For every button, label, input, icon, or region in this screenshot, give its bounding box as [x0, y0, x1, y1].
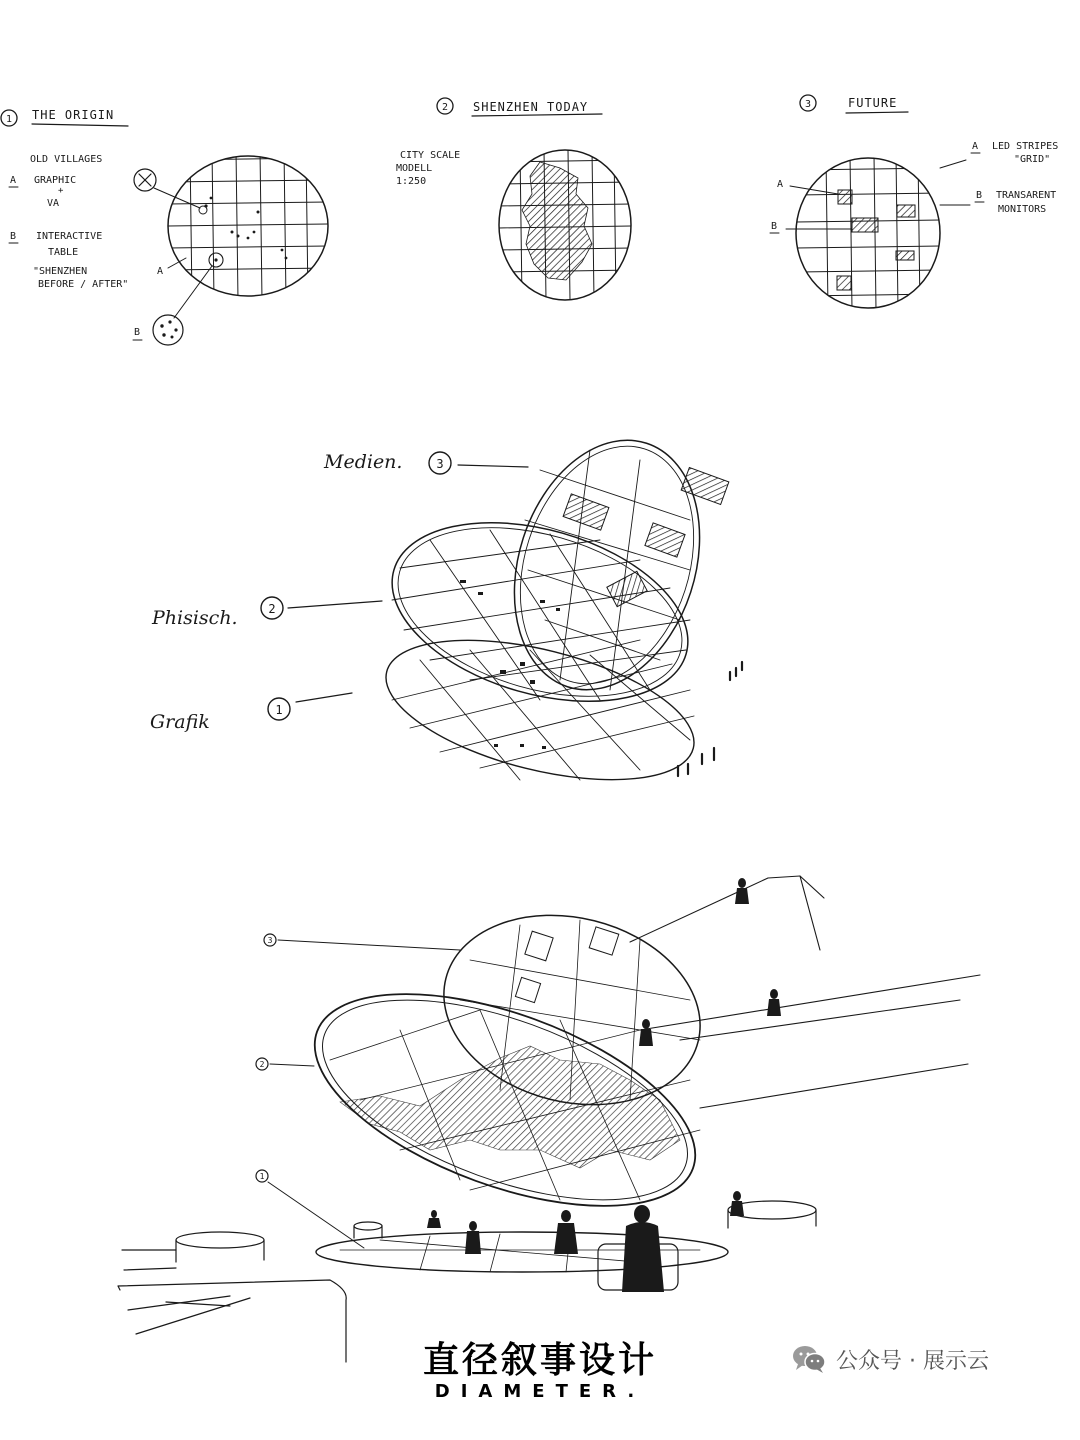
middle-number-1: 1 — [275, 703, 283, 717]
panel3-number: 3 — [804, 99, 812, 110]
bottom-number-1: 1 — [259, 1172, 265, 1181]
panel-future — [770, 95, 1058, 310]
panel3-note-a: A — [972, 141, 979, 152]
middle-number-2: 2 — [268, 602, 276, 616]
panel1-grid — [168, 150, 328, 300]
panel1-note-old-villages: OLD VILLAGES — [30, 154, 103, 165]
wechat-watermark-text: 公众号 · 展示云 — [836, 1348, 989, 1374]
panel1-title: THE ORIGIN — [32, 108, 115, 122]
bottom-number-3: 3 — [267, 936, 273, 945]
brand-english-name: DIAMETER. — [434, 1381, 646, 1402]
panel3-callout-b: B — [771, 221, 778, 232]
panel2-note-modell: MODELL — [396, 163, 433, 174]
panel2-note-city-scale: CITY SCALE — [400, 150, 461, 161]
panel2-city-model-hatch — [522, 162, 592, 280]
panel3-title: FUTURE — [848, 96, 898, 110]
middle-number-3: 3 — [436, 457, 444, 471]
panel3-note-b: B — [976, 190, 983, 201]
panel2-title: SHENZHEN TODAY — [473, 100, 589, 114]
middle-label-phisisch: Phisisch. — [152, 607, 238, 629]
bottom-city-model — [340, 1046, 680, 1168]
middle-label-grafik: Grafik — [150, 711, 210, 733]
panel1-note-before-after: BEFORE / AFTER" — [38, 279, 129, 290]
panel1-note-va: VA — [47, 198, 60, 209]
panel3-note-led-stripes: LED STRIPES — [992, 141, 1059, 152]
panel2-number: 2 — [441, 102, 449, 113]
brand-chinese-name: 直径叙事设计 — [422, 1340, 657, 1381]
panel2-note-scale: 1:250 — [396, 176, 427, 187]
panel3-note-transarent: TRANSARENT — [996, 190, 1057, 201]
middle-media-monitors — [563, 468, 729, 607]
bottom-number-2: 2 — [259, 1060, 265, 1069]
panel1-interactive-table-marker — [153, 315, 183, 345]
wechat-watermark — [792, 1342, 989, 1376]
panel1-note-table: TABLE — [48, 247, 79, 258]
panel3-note-monitors: MONITORS — [998, 204, 1047, 215]
panel1-note-plus: + — [58, 186, 64, 196]
panel1-note-shenzhen: "SHENZHEN — [33, 266, 88, 277]
panel3-callout-a: A — [777, 179, 784, 190]
panel3-note-grid: "GRID" — [1014, 154, 1051, 165]
panel1-note-b: B — [10, 231, 17, 242]
panel1-callout-b: B — [134, 327, 141, 338]
bottom-perspective-sketch — [118, 876, 980, 1362]
panel1-callout-a: A — [157, 266, 164, 277]
panel1-note-a: A — [10, 175, 17, 186]
panel1-village-dots — [204, 197, 287, 260]
panel-the-origin — [1, 108, 328, 345]
middle-label-medien: Medien. — [324, 451, 403, 473]
panel1-note-interactive: INTERACTIVE — [36, 231, 103, 242]
panel-shenzhen-today — [396, 98, 635, 300]
panel1-note-graphic: GRAPHIC — [34, 175, 77, 186]
panel1-number: 1 — [5, 114, 13, 125]
wechat-icon — [792, 1344, 826, 1374]
middle-layer-diagram — [150, 416, 742, 806]
